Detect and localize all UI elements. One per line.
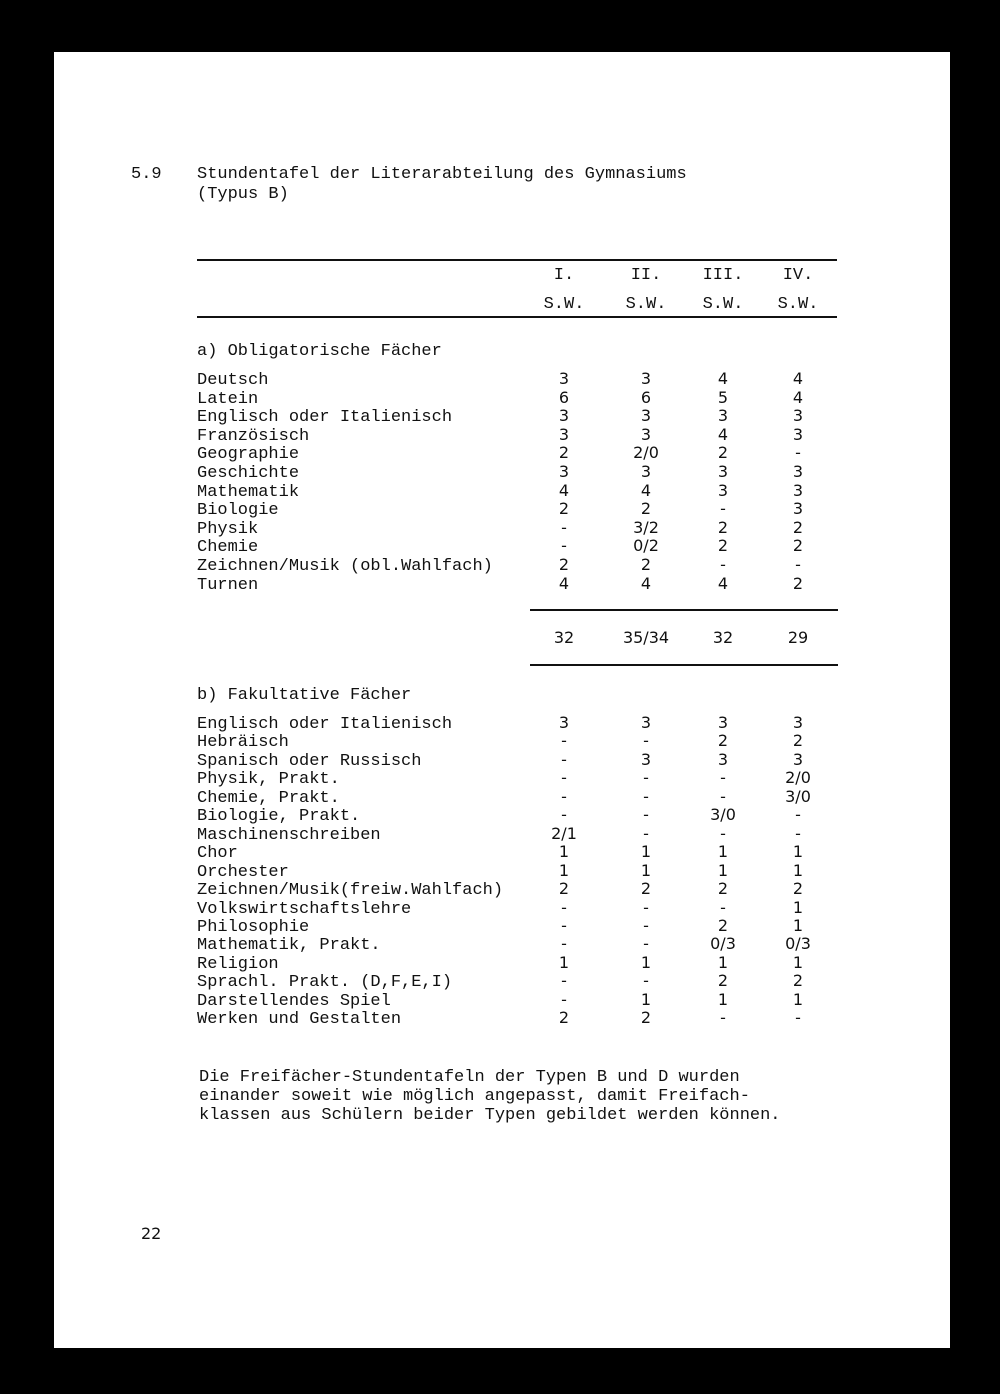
subject-label: Religion bbox=[197, 954, 279, 974]
hours-cell: - bbox=[561, 897, 567, 917]
subject-label: Hebräisch bbox=[197, 733, 289, 753]
hours-cell: - bbox=[643, 731, 649, 751]
hours-cell: 3 bbox=[717, 406, 729, 426]
subject-label: Latein bbox=[197, 389, 259, 409]
hours-cell: 3 bbox=[640, 749, 652, 769]
hours-cell: - bbox=[643, 971, 649, 991]
hours-cell: 1 bbox=[792, 897, 804, 917]
hours-cell: 3 bbox=[640, 369, 652, 388]
class-header: I. bbox=[553, 266, 575, 285]
subject-label: Darstellendes Spiel bbox=[197, 991, 391, 1011]
hours-cell: 2 bbox=[792, 517, 804, 537]
hours-cell: 3 bbox=[717, 713, 729, 732]
hours-cell: - bbox=[643, 934, 649, 954]
hours-cell: 3 bbox=[558, 462, 570, 481]
total-cell: 35/34 bbox=[622, 628, 670, 647]
subject-label: Mathematik bbox=[197, 482, 300, 502]
hours-cell: 4 bbox=[640, 573, 652, 593]
hours-cell: 4 bbox=[792, 369, 804, 388]
hours-cell: 3 bbox=[640, 713, 652, 732]
hours-cell: 1 bbox=[717, 952, 729, 972]
unit-header: S.W. bbox=[625, 295, 667, 314]
totals-bottom-rule bbox=[530, 664, 838, 666]
header-bottom-rule bbox=[197, 316, 837, 318]
hours-cell: - bbox=[561, 786, 567, 806]
hours-cell: 1 bbox=[558, 842, 570, 862]
hours-cell: 2 bbox=[717, 879, 729, 899]
hours-cell: 2 bbox=[717, 915, 729, 935]
hours-cell: - bbox=[643, 768, 649, 788]
hours-cell: 1 bbox=[792, 915, 804, 935]
hours-cell: - bbox=[643, 823, 649, 843]
hours-cell: 1 bbox=[640, 989, 652, 1009]
hours-cell: - bbox=[561, 731, 567, 751]
hours-cell: 0/2 bbox=[633, 536, 659, 556]
total-cell: 32 bbox=[712, 628, 734, 647]
hours-cell: 1 bbox=[717, 860, 729, 880]
hours-cell: 2/0 bbox=[785, 768, 811, 788]
hours-cell: 4 bbox=[792, 387, 804, 407]
subject-label: Mathematik, Prakt. bbox=[197, 936, 381, 956]
hours-cell: 3 bbox=[792, 424, 804, 444]
total-cell: 32 bbox=[553, 628, 575, 647]
hours-cell: 1 bbox=[558, 952, 570, 972]
hours-cell: - bbox=[561, 536, 567, 556]
hours-cell: 4 bbox=[640, 480, 652, 500]
hours-cell: 2 bbox=[717, 517, 729, 537]
hours-cell: 2 bbox=[792, 536, 804, 556]
hours-cell: 2 bbox=[558, 555, 570, 574]
hours-cell: 3 bbox=[792, 406, 804, 426]
subject-label: Sprachl. Prakt. (D,F,E,I) bbox=[197, 973, 453, 993]
hours-cell: - bbox=[561, 971, 567, 991]
subject-label: Biologie, Prakt. bbox=[197, 807, 361, 827]
subject-label: Chemie bbox=[197, 538, 259, 558]
total-cell: 29 bbox=[787, 628, 809, 647]
hours-cell: - bbox=[720, 1008, 726, 1028]
hours-cell: - bbox=[561, 934, 567, 954]
hours-cell: - bbox=[561, 915, 567, 935]
subject-label: Werken und Gestalten bbox=[197, 1010, 402, 1030]
unit-header: S.W. bbox=[702, 295, 744, 314]
subject-label: Deutsch bbox=[197, 371, 269, 390]
subject-label: Geographie bbox=[197, 445, 300, 465]
hours-cell: 1 bbox=[717, 989, 729, 1009]
section-title: Stundentafel der Literarabteilung des Gymnasiums bbox=[197, 165, 687, 184]
note-line-1: Die Freifächer-Stundentafeln der Typen B und D wurden bbox=[199, 1068, 740, 1087]
note-line-2: einander soweit wie möglich angepasst, damit Freifach- bbox=[199, 1087, 750, 1106]
hours-cell: - bbox=[643, 805, 649, 825]
hours-cell: - bbox=[720, 768, 726, 788]
document-page bbox=[54, 52, 950, 1348]
obligatory-heading: a) Obligatorische Fächer bbox=[197, 342, 442, 361]
hours-cell: 2 bbox=[717, 731, 729, 751]
hours-cell: 2 bbox=[792, 879, 804, 899]
hours-cell: 1 bbox=[640, 952, 652, 972]
hours-cell: - bbox=[561, 989, 567, 1009]
table-top-rule bbox=[197, 259, 837, 261]
unit-header: S.W. bbox=[543, 295, 585, 314]
hours-cell: 4 bbox=[558, 480, 570, 500]
hours-cell: 3 bbox=[792, 499, 804, 519]
optional-heading: b) Fakultative Fächer bbox=[197, 686, 412, 705]
hours-cell: 2/0 bbox=[633, 443, 659, 463]
hours-cell: 2 bbox=[640, 499, 652, 519]
hours-cell: - bbox=[720, 786, 726, 806]
totals-top-rule bbox=[530, 609, 838, 611]
subject-label: Chemie, Prakt. bbox=[197, 788, 340, 808]
subject-label: Französisch bbox=[197, 426, 310, 446]
hours-cell: 3 bbox=[558, 713, 570, 732]
subject-label: Biologie bbox=[197, 501, 279, 521]
hours-cell: 2 bbox=[558, 879, 570, 899]
hours-cell: - bbox=[720, 897, 726, 917]
hours-cell: 2 bbox=[717, 443, 729, 463]
hours-cell: 5 bbox=[717, 387, 729, 407]
hours-cell: 2 bbox=[717, 536, 729, 556]
hours-cell: 3 bbox=[640, 462, 652, 481]
subject-label: Turnen bbox=[197, 575, 259, 595]
hours-cell: 3/0 bbox=[785, 786, 811, 806]
hours-cell: - bbox=[795, 443, 801, 463]
hours-cell: 6 bbox=[640, 387, 652, 407]
hours-cell: 1 bbox=[792, 860, 804, 880]
subject-label: Englisch oder Italienisch bbox=[197, 715, 453, 734]
hours-cell: 2/1 bbox=[551, 823, 577, 843]
hours-cell: 2 bbox=[717, 971, 729, 991]
hours-cell: - bbox=[720, 499, 726, 519]
hours-cell: 6 bbox=[558, 387, 570, 407]
hours-cell: 2 bbox=[558, 499, 570, 519]
hours-cell: 1 bbox=[640, 842, 652, 862]
hours-cell: 3 bbox=[792, 462, 804, 481]
hours-cell: 3 bbox=[792, 749, 804, 769]
note-line-3: klassen aus Schülern beider Typen gebildet werden können. bbox=[199, 1106, 781, 1125]
hours-cell: 3 bbox=[717, 480, 729, 500]
section-subtitle: (Typus B) bbox=[197, 185, 289, 204]
hours-cell: 3 bbox=[558, 406, 570, 426]
hours-cell: - bbox=[795, 805, 801, 825]
hours-cell: 0/3 bbox=[710, 934, 736, 954]
subject-label: Philosophie bbox=[197, 917, 310, 937]
subject-label: Geschichte bbox=[197, 464, 300, 483]
hours-cell: 1 bbox=[640, 860, 652, 880]
hours-cell: - bbox=[795, 823, 801, 843]
hours-cell: 2 bbox=[640, 879, 652, 899]
hours-cell: - bbox=[643, 786, 649, 806]
hours-cell: 4 bbox=[717, 573, 729, 593]
hours-cell: - bbox=[561, 517, 567, 537]
hours-cell: 1 bbox=[792, 989, 804, 1009]
hours-cell: - bbox=[561, 768, 567, 788]
class-header: III. bbox=[702, 266, 744, 285]
hours-cell: 2 bbox=[640, 555, 652, 574]
hours-cell: 4 bbox=[558, 573, 570, 593]
page-number: 22 bbox=[141, 1224, 162, 1243]
hours-cell: 1 bbox=[558, 860, 570, 880]
hours-cell: - bbox=[643, 915, 649, 935]
subject-label: Englisch oder Italienisch bbox=[197, 408, 453, 428]
hours-cell: 1 bbox=[717, 842, 729, 862]
hours-cell: 3 bbox=[640, 406, 652, 426]
hours-cell: 4 bbox=[717, 369, 729, 388]
hours-cell: 3 bbox=[717, 749, 729, 769]
hours-cell: - bbox=[561, 805, 567, 825]
unit-header: S.W. bbox=[777, 295, 819, 314]
subject-label: Chor bbox=[197, 844, 238, 864]
hours-cell: 0/3 bbox=[785, 934, 811, 954]
subject-label: Physik bbox=[197, 519, 259, 539]
hours-cell: 2 bbox=[792, 573, 804, 593]
hours-cell: 1 bbox=[792, 842, 804, 862]
hours-cell: - bbox=[720, 555, 726, 574]
hours-cell: 2 bbox=[558, 1008, 570, 1028]
class-header: IV. bbox=[782, 266, 814, 285]
hours-cell: 3 bbox=[558, 369, 570, 388]
subject-label: Orchester bbox=[197, 862, 289, 882]
subject-label: Maschinenschreiben bbox=[197, 825, 381, 845]
hours-cell: - bbox=[720, 823, 726, 843]
section-number: 5.9 bbox=[131, 165, 162, 184]
subject-label: Physik, Prakt. bbox=[197, 770, 340, 790]
hours-cell: 2 bbox=[640, 1008, 652, 1028]
subject-label: Spanisch oder Russisch bbox=[197, 751, 422, 771]
hours-cell: - bbox=[561, 749, 567, 769]
hours-cell: - bbox=[795, 555, 801, 574]
hours-cell: 3 bbox=[640, 424, 652, 444]
subject-label: Volkswirtschaftslehre bbox=[197, 899, 412, 919]
hours-cell: 2 bbox=[792, 731, 804, 751]
hours-cell: 1 bbox=[792, 952, 804, 972]
hours-cell: 3 bbox=[792, 713, 804, 732]
hours-cell: 3/0 bbox=[710, 805, 736, 825]
hours-cell: 4 bbox=[717, 424, 729, 444]
subject-label: Zeichnen/Musik(freiw.Wahlfach) bbox=[197, 881, 504, 901]
hours-cell: - bbox=[643, 897, 649, 917]
hours-cell: 2 bbox=[558, 443, 570, 463]
hours-cell: 3 bbox=[717, 462, 729, 481]
hours-cell: 2 bbox=[792, 971, 804, 991]
class-header: II. bbox=[630, 266, 662, 285]
hours-cell: - bbox=[795, 1008, 801, 1028]
subject-label: Zeichnen/Musik (obl.Wahlfach) bbox=[197, 557, 493, 576]
hours-cell: 3 bbox=[792, 480, 804, 500]
hours-cell: 3 bbox=[558, 424, 570, 444]
hours-cell: 3/2 bbox=[633, 517, 659, 537]
